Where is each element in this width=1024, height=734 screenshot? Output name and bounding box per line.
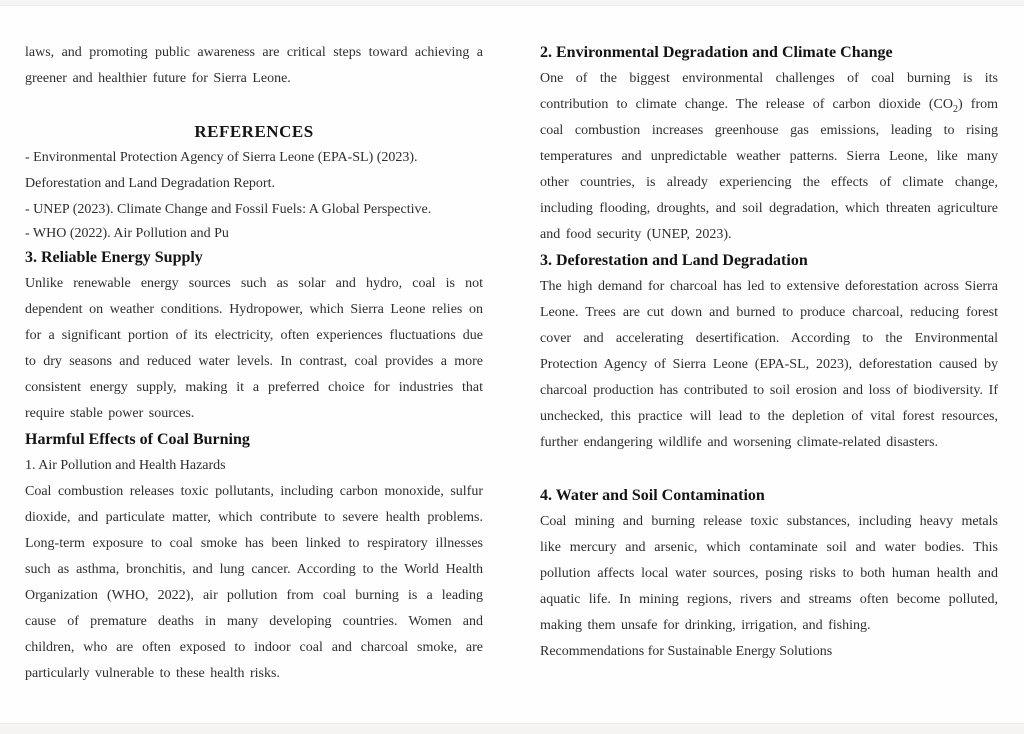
reference-item-unep: - UNEP (2023). Climate Change and Fossil Fuels: A Global Perspective. bbox=[25, 202, 432, 217]
reference-item-who: - WHO (2022). Air Pollution and Pu bbox=[25, 226, 229, 241]
closing-paragraph: laws, and promoting public awareness are critical steps toward achieving a greener and healthier future for Sierra Leone. bbox=[25, 45, 483, 86]
reference-item-epa: - Environmental Protection Agency of Sierra Leone (EPA-SL) (2023). Deforestation and Land Degradation Report. bbox=[25, 150, 418, 191]
paragraph-text-after-subscript: ) from coal combustion increases greenhouse gas emissions, leading to rising temperatures and unpredictable weather patterns. Sierra Leone, like many other countries, is already experiencing the effects of climate change, including flooding, droughts, and soil degradation, which threaten agriculture and food security (UNEP, 2023). bbox=[540, 97, 998, 242]
page-top-edge bbox=[0, 0, 1024, 6]
co2-subscript: 2 bbox=[953, 103, 958, 115]
water-soil-heading: 4. Water and Soil Contamination bbox=[540, 487, 765, 504]
deforestation-paragraph: The high demand for charcoal has led to extensive deforestation across Sierra Leone. Trees are cut down and burned to produce charcoal, reducing forest cover and accelerating desertification. According to the Environmental Protection Agency of Sierra Leone (EPA-SL, 2023), deforestation caused by charcoal production has contributed to soil erosion and loss of biodiversity. If unchecked, this practice will lead to the depletion of vital forest resources, further endangering wildlife and worsening climate-related disasters. bbox=[540, 279, 998, 450]
left-column bbox=[25, 7, 483, 687]
deforestation-heading: 3. Deforestation and Land Degradation bbox=[540, 252, 808, 269]
recommendations-line: Recommendations for Sustainable Energy Solutions bbox=[540, 644, 833, 659]
reliable-energy-heading: 3. Reliable Energy Supply bbox=[25, 249, 203, 266]
right-column bbox=[540, 7, 998, 665]
air-pollution-paragraph: Coal combustion releases toxic pollutants, including carbon monoxide, sulfur dioxide, and particulate matter, which contribute to severe health problems. Long-term exposure to coal smoke has been linked to respiratory illnesses such as asthma, bronchitis, and lung cancer. According to the World Health Organization (WHO, 2022), air pollution from coal burning is a leading cause of premature deaths in many developing countries. Women and children, who are often exposed to indoor coal and charcoal smoke, are particularly vulnerable to these health risks. bbox=[25, 484, 483, 681]
page-bottom-edge bbox=[0, 723, 1024, 734]
environmental-degradation-heading: 2. Environmental Degradation and Climate Change bbox=[540, 44, 893, 61]
document-page bbox=[0, 7, 1024, 722]
paragraph-text-before-subscript: One of the biggest environmental challenges of coal burning is its contribution to climate change. The release of carbon dioxide (CO bbox=[540, 71, 998, 112]
references-heading: REFERENCES bbox=[194, 122, 314, 141]
reliable-energy-paragraph: Unlike renewable energy sources such as solar and hydro, coal is not dependent on weather conditions. Hydropower, which Sierra Leone relies on for a significant portion of its electricity, often experiences fluctuations due to dry seasons and reduced water levels. In contrast, coal provides a more consistent energy supply, making it a preferred choice for industries that require stable power sources. bbox=[25, 276, 483, 421]
environmental-degradation-paragraph bbox=[540, 66, 998, 248]
harmful-effects-heading: Harmful Effects of Coal Burning bbox=[25, 431, 250, 448]
air-pollution-subheading: 1. Air Pollution and Health Hazards bbox=[25, 458, 226, 473]
water-soil-paragraph: Coal mining and burning release toxic substances, including heavy metals like mercury and arsenic, which contaminate soil and water bodies. This pollution affects local water sources, posing risks to both human health and aquatic life. In mining regions, rivers and streams often become polluted, making them unsafe for drinking, irrigation, and fishing. bbox=[540, 514, 998, 633]
